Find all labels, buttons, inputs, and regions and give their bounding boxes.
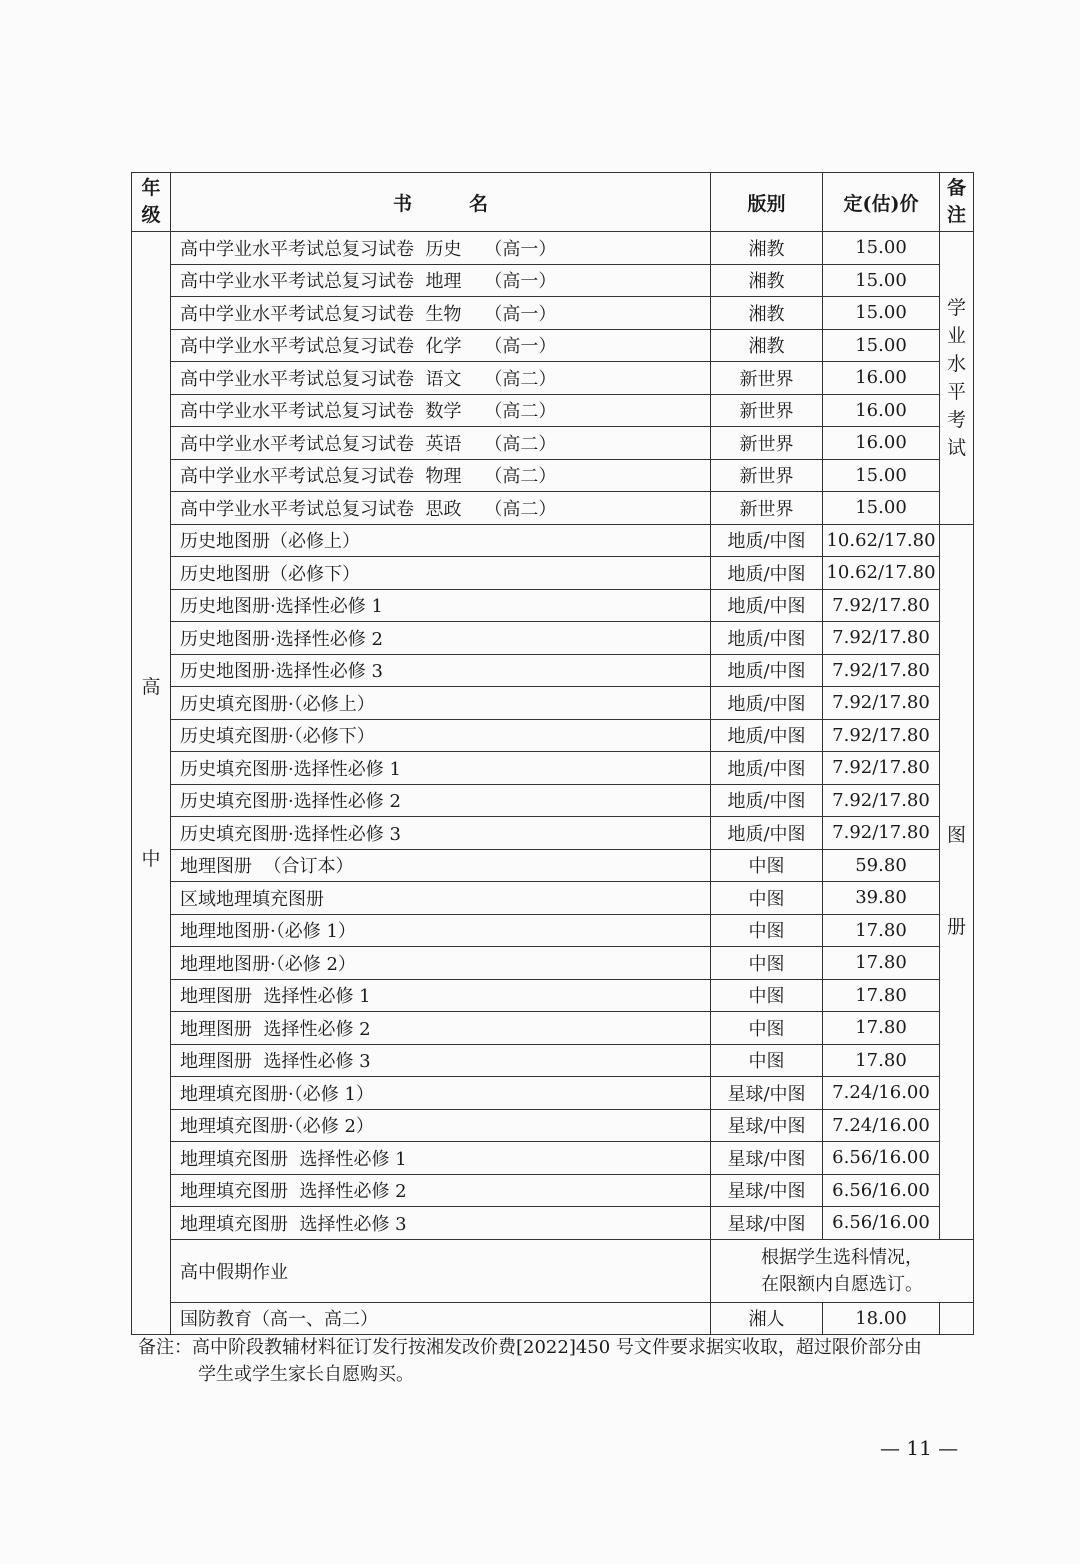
book-title: 历史地图册·选择性必修 3 (171, 654, 711, 687)
book-title: 历史地图册（必修下） (171, 557, 711, 590)
book-edition: 地质/中图 (711, 687, 823, 720)
book-edition: 星球/中图 (711, 1142, 823, 1175)
table-row (132, 752, 974, 785)
table-row (132, 232, 974, 265)
header-title: 书 名 (171, 173, 711, 232)
book-title: 地理地图册·（必修 2） (171, 947, 711, 980)
table-row (132, 947, 974, 980)
book-title: 高中学业水平考试总复习试卷 地理 （高一） (171, 264, 711, 297)
table-row (132, 914, 974, 947)
table-row (132, 1142, 974, 1175)
book-title: 高中学业水平考试总复习试卷 英语 （高二） (171, 427, 711, 460)
footnote-line-1: 备注：高中阶段教辅材料征订发行按湘发改价费[2022]450 号文件要求据实收取，超过限价部分由 (138, 1337, 922, 1358)
grade-char: 高 (141, 676, 161, 698)
book-price: 7.24/16.00 (823, 1077, 940, 1110)
book-edition: 地质/中图 (711, 752, 823, 785)
header-grade: 年 级 (132, 173, 171, 232)
header-price: 定(估)价 (823, 173, 940, 232)
table-row (132, 719, 974, 752)
table-row (132, 1109, 974, 1142)
book-title: 历史填充图册·（必修上） (171, 687, 711, 720)
book-edition: 新世界 (711, 459, 823, 492)
table-row (132, 459, 974, 492)
book-title: 地理图册 （合订本） (171, 849, 711, 882)
book-edition: 地质/中图 (711, 524, 823, 557)
table-row (132, 784, 974, 817)
book-price: 15.00 (823, 232, 940, 265)
book-title: 地理填充图册·（必修 2） (171, 1109, 711, 1142)
defense-remark (940, 1302, 974, 1335)
book-price: 7.92/17.80 (823, 687, 940, 720)
book-title: 历史填充图册·选择性必修 1 (171, 752, 711, 785)
grade-cell (132, 232, 171, 1335)
table-row (132, 1044, 974, 1077)
book-price: 15.00 (823, 329, 940, 362)
remark-exam: 学 业 水 平 考 试 (940, 232, 974, 525)
table-row (132, 979, 974, 1012)
book-price: 10.62/17.80 (823, 524, 940, 557)
footnote-line-2: 学生或学生家长自愿购买。 (198, 1364, 414, 1385)
table-row (132, 492, 974, 525)
book-price: 15.00 (823, 492, 940, 525)
book-price: 7.92/17.80 (823, 817, 940, 850)
book-edition: 湘教 (711, 297, 823, 330)
book-edition: 新世界 (711, 362, 823, 395)
book-title: 地理图册 选择性必修 3 (171, 1044, 711, 1077)
book-price: 10.62/17.80 (823, 557, 940, 590)
book-price: 16.00 (823, 362, 940, 395)
book-title: 历史地图册（必修上） (171, 524, 711, 557)
book-edition: 星球/中图 (711, 1109, 823, 1142)
book-title: 高中学业水平考试总复习试卷 物理 （高二） (171, 459, 711, 492)
book-price: 15.00 (823, 264, 940, 297)
defense-price: 18.00 (823, 1302, 940, 1335)
table-row (132, 882, 974, 915)
book-price-table (131, 172, 974, 1335)
book-price: 39.80 (823, 882, 940, 915)
table-row (132, 1012, 974, 1045)
book-price: 15.00 (823, 459, 940, 492)
book-title: 历史地图册·选择性必修 1 (171, 589, 711, 622)
book-title: 地理图册 选择性必修 1 (171, 979, 711, 1012)
book-title: 地理地图册·（必修 1） (171, 914, 711, 947)
table-row (132, 329, 974, 362)
table-row (132, 817, 974, 850)
table-row (132, 362, 974, 395)
holiday-note: 根据学生选科情况， 在限额内自愿选订。 (711, 1239, 974, 1302)
book-title: 高中学业水平考试总复习试卷 历史 （高一） (171, 232, 711, 265)
book-edition: 新世界 (711, 492, 823, 525)
book-price: 17.80 (823, 947, 940, 980)
book-title: 高中学业水平考试总复习试卷 数学 （高二） (171, 394, 711, 427)
book-title: 历史填充图册·选择性必修 3 (171, 817, 711, 850)
book-title: 高中学业水平考试总复习试卷 化学 （高一） (171, 329, 711, 362)
book-edition: 湘教 (711, 329, 823, 362)
book-title: 历史地图册·选择性必修 2 (171, 622, 711, 655)
book-price: 7.92/17.80 (823, 719, 940, 752)
grade-char: 中 (141, 848, 161, 870)
table-row (132, 297, 974, 330)
book-edition: 湘教 (711, 232, 823, 265)
table-row (132, 589, 974, 622)
book-edition: 星球/中图 (711, 1174, 823, 1207)
book-edition: 星球/中图 (711, 1077, 823, 1110)
book-edition: 地质/中图 (711, 589, 823, 622)
table-row (132, 524, 974, 557)
book-price: 7.92/17.80 (823, 622, 940, 655)
book-price: 16.00 (823, 394, 940, 427)
table-row (132, 394, 974, 427)
book-price: 59.80 (823, 849, 940, 882)
book-title: 区域地理填充图册 (171, 882, 711, 915)
book-edition: 星球/中图 (711, 1207, 823, 1240)
book-price: 6.56/16.00 (823, 1174, 940, 1207)
book-edition: 地质/中图 (711, 784, 823, 817)
book-title: 地理填充图册 选择性必修 2 (171, 1174, 711, 1207)
table-row-holiday (132, 1239, 974, 1302)
book-title: 地理填充图册 选择性必修 3 (171, 1207, 711, 1240)
book-price: 6.56/16.00 (823, 1142, 940, 1175)
book-price: 7.92/17.80 (823, 589, 940, 622)
book-edition: 中图 (711, 849, 823, 882)
table-row (132, 849, 974, 882)
book-title: 历史填充图册·（必修下） (171, 719, 711, 752)
book-price: 17.80 (823, 1044, 940, 1077)
book-price: 6.56/16.00 (823, 1207, 940, 1240)
table-header-row (132, 173, 974, 232)
book-price: 7.24/16.00 (823, 1109, 940, 1142)
book-price: 7.92/17.80 (823, 784, 940, 817)
table-row-defense (132, 1302, 974, 1335)
header-edition: 版别 (711, 173, 823, 232)
book-edition: 新世界 (711, 427, 823, 460)
book-edition: 地质/中图 (711, 817, 823, 850)
table-row (132, 264, 974, 297)
table-row (132, 1174, 974, 1207)
book-edition: 湘教 (711, 264, 823, 297)
book-price: 16.00 (823, 427, 940, 460)
holiday-title: 高中假期作业 (171, 1239, 711, 1302)
book-title: 地理填充图册·（必修 1） (171, 1077, 711, 1110)
book-price: 17.80 (823, 1012, 940, 1045)
book-price: 17.80 (823, 979, 940, 1012)
defense-edition: 湘人 (711, 1302, 823, 1335)
page-number: — 11 — (880, 1436, 959, 1460)
table-row (132, 427, 974, 460)
book-edition: 中图 (711, 979, 823, 1012)
book-title: 高中学业水平考试总复习试卷 语文 （高二） (171, 362, 711, 395)
book-edition: 中图 (711, 947, 823, 980)
book-edition: 地质/中图 (711, 719, 823, 752)
header-remark: 备 注 (940, 173, 974, 232)
book-edition: 中图 (711, 1012, 823, 1045)
defense-title: 国防教育（高一、高二） (171, 1302, 711, 1335)
table-row (132, 687, 974, 720)
book-edition: 中图 (711, 1044, 823, 1077)
book-edition: 地质/中图 (711, 557, 823, 590)
book-price: 15.00 (823, 297, 940, 330)
footnote (138, 1334, 968, 1388)
book-title: 地理图册 选择性必修 2 (171, 1012, 711, 1045)
table-row (132, 654, 974, 687)
book-edition: 地质/中图 (711, 622, 823, 655)
book-edition: 中图 (711, 914, 823, 947)
book-title: 高中学业水平考试总复习试卷 生物 （高一） (171, 297, 711, 330)
book-edition: 中图 (711, 882, 823, 915)
table-row (132, 1077, 974, 1110)
table-row (132, 622, 974, 655)
book-price: 7.92/17.80 (823, 752, 940, 785)
book-price: 7.92/17.80 (823, 654, 940, 687)
table-row (132, 1207, 974, 1240)
remark-atlas: 图 册 (940, 524, 974, 1239)
book-edition: 新世界 (711, 394, 823, 427)
table-row (132, 557, 974, 590)
book-title: 高中学业水平考试总复习试卷 思政 （高二） (171, 492, 711, 525)
book-price: 17.80 (823, 914, 940, 947)
book-edition: 地质/中图 (711, 654, 823, 687)
book-title: 历史填充图册·选择性必修 2 (171, 784, 711, 817)
book-title: 地理填充图册 选择性必修 1 (171, 1142, 711, 1175)
